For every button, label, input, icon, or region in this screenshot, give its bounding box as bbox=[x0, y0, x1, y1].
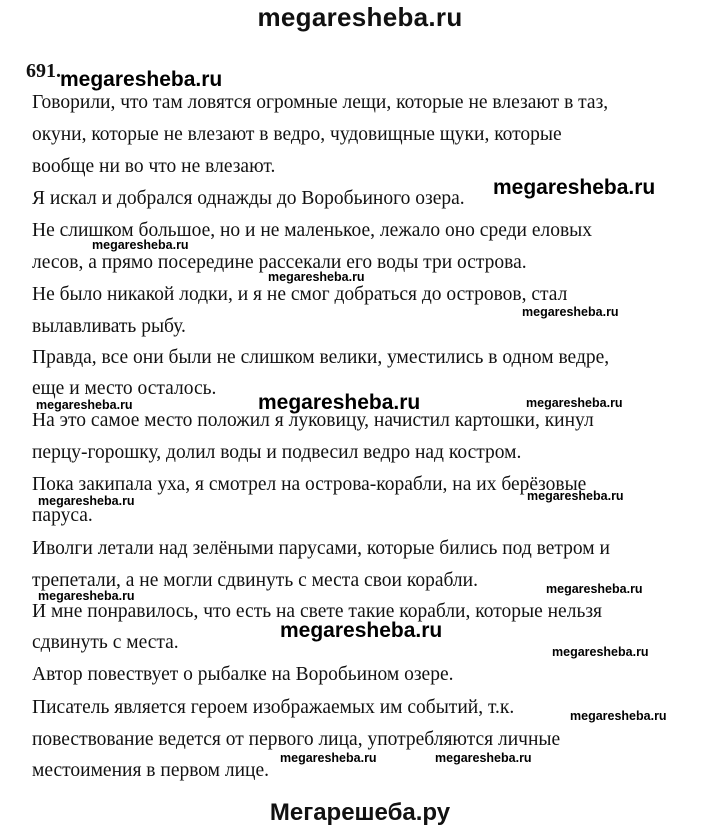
text-line: Автор повествует о рыбалке на Воробьином озере. bbox=[32, 664, 454, 685]
watermark: megaresheba.ru bbox=[92, 238, 189, 252]
text-line: Пока закипала уха, я смотрел на острова-корабли, на их берёзовые bbox=[32, 474, 587, 495]
watermark: megaresheba.ru bbox=[546, 582, 643, 596]
text-line: Не слишком большое, но и не маленькое, лежало оно среди еловых bbox=[32, 220, 593, 241]
text-line: трепетали, а не могли сдвинуть с места свои корабли. bbox=[32, 570, 478, 591]
watermark: megaresheba.ru bbox=[435, 751, 532, 765]
text-line: местоимения в первом лице. bbox=[32, 760, 270, 781]
watermark: megaresheba.ru bbox=[38, 589, 135, 603]
watermark: megaresheba.ru bbox=[522, 305, 619, 319]
text-line: И мне понравилось, что есть на свете такие корабли, которые нельзя bbox=[32, 601, 603, 622]
text-line: паруса. bbox=[32, 505, 93, 526]
text-line: Не было никакой лодки, и я не смог добраться до островов, стал bbox=[32, 284, 568, 305]
site-footer: Мегарешеба.ру bbox=[269, 799, 451, 826]
text-line: еще и место осталось. bbox=[32, 378, 217, 399]
text-line: Говорили, что там ловятся огромные лещи, которые не влезают в таз, bbox=[32, 92, 609, 113]
text-line: На это самое место положил я луковицу, начистил картошки, кинул bbox=[32, 410, 594, 431]
watermark: megaresheba.ru bbox=[280, 619, 443, 642]
text-line: Правда, все они были не слишком велики, уместились в одном ведре, bbox=[32, 347, 610, 368]
text-line: Писатель является героем изображаемых им событий, т.к. bbox=[32, 697, 515, 718]
watermark: megaresheba.ru bbox=[60, 68, 223, 91]
text-line: лесов, а прямо посередине рассекали его воды три острова. bbox=[32, 252, 527, 273]
watermark: megaresheba.ru bbox=[258, 391, 421, 414]
text-line: Я искал и добрался однажды до Воробьиного озера. bbox=[32, 188, 465, 209]
text-line: повествование ведется от первого лица, употребляются личные bbox=[32, 729, 561, 750]
watermark: megaresheba.ru bbox=[552, 645, 649, 659]
watermark: megaresheba.ru bbox=[526, 396, 623, 410]
text-line: вообще ни во что не влезают. bbox=[32, 156, 276, 177]
site-header: megaresheba.ru bbox=[257, 2, 463, 32]
text-line: окуни, которые не влезают в ведро, чудовищные щуки, которые bbox=[32, 124, 562, 145]
text-line: Иволги летали над зелёными парусами, которые бились под ветром и bbox=[32, 538, 610, 559]
watermark: megaresheba.ru bbox=[280, 751, 377, 765]
text-line: сдвинуть с места. bbox=[32, 632, 179, 653]
watermark: megaresheba.ru bbox=[527, 489, 624, 503]
watermark: megaresheba.ru bbox=[38, 494, 135, 508]
text-line: вылавливать рыбу. bbox=[32, 316, 186, 337]
watermark: megaresheba.ru bbox=[493, 176, 656, 199]
watermark: megaresheba.ru bbox=[36, 398, 133, 412]
text-line: перцу-горошку, долил воды и подвесил ведро над костром. bbox=[32, 442, 522, 463]
watermark: megaresheba.ru bbox=[570, 709, 667, 723]
task-number: 691. bbox=[26, 60, 61, 82]
watermark: megaresheba.ru bbox=[268, 270, 365, 284]
